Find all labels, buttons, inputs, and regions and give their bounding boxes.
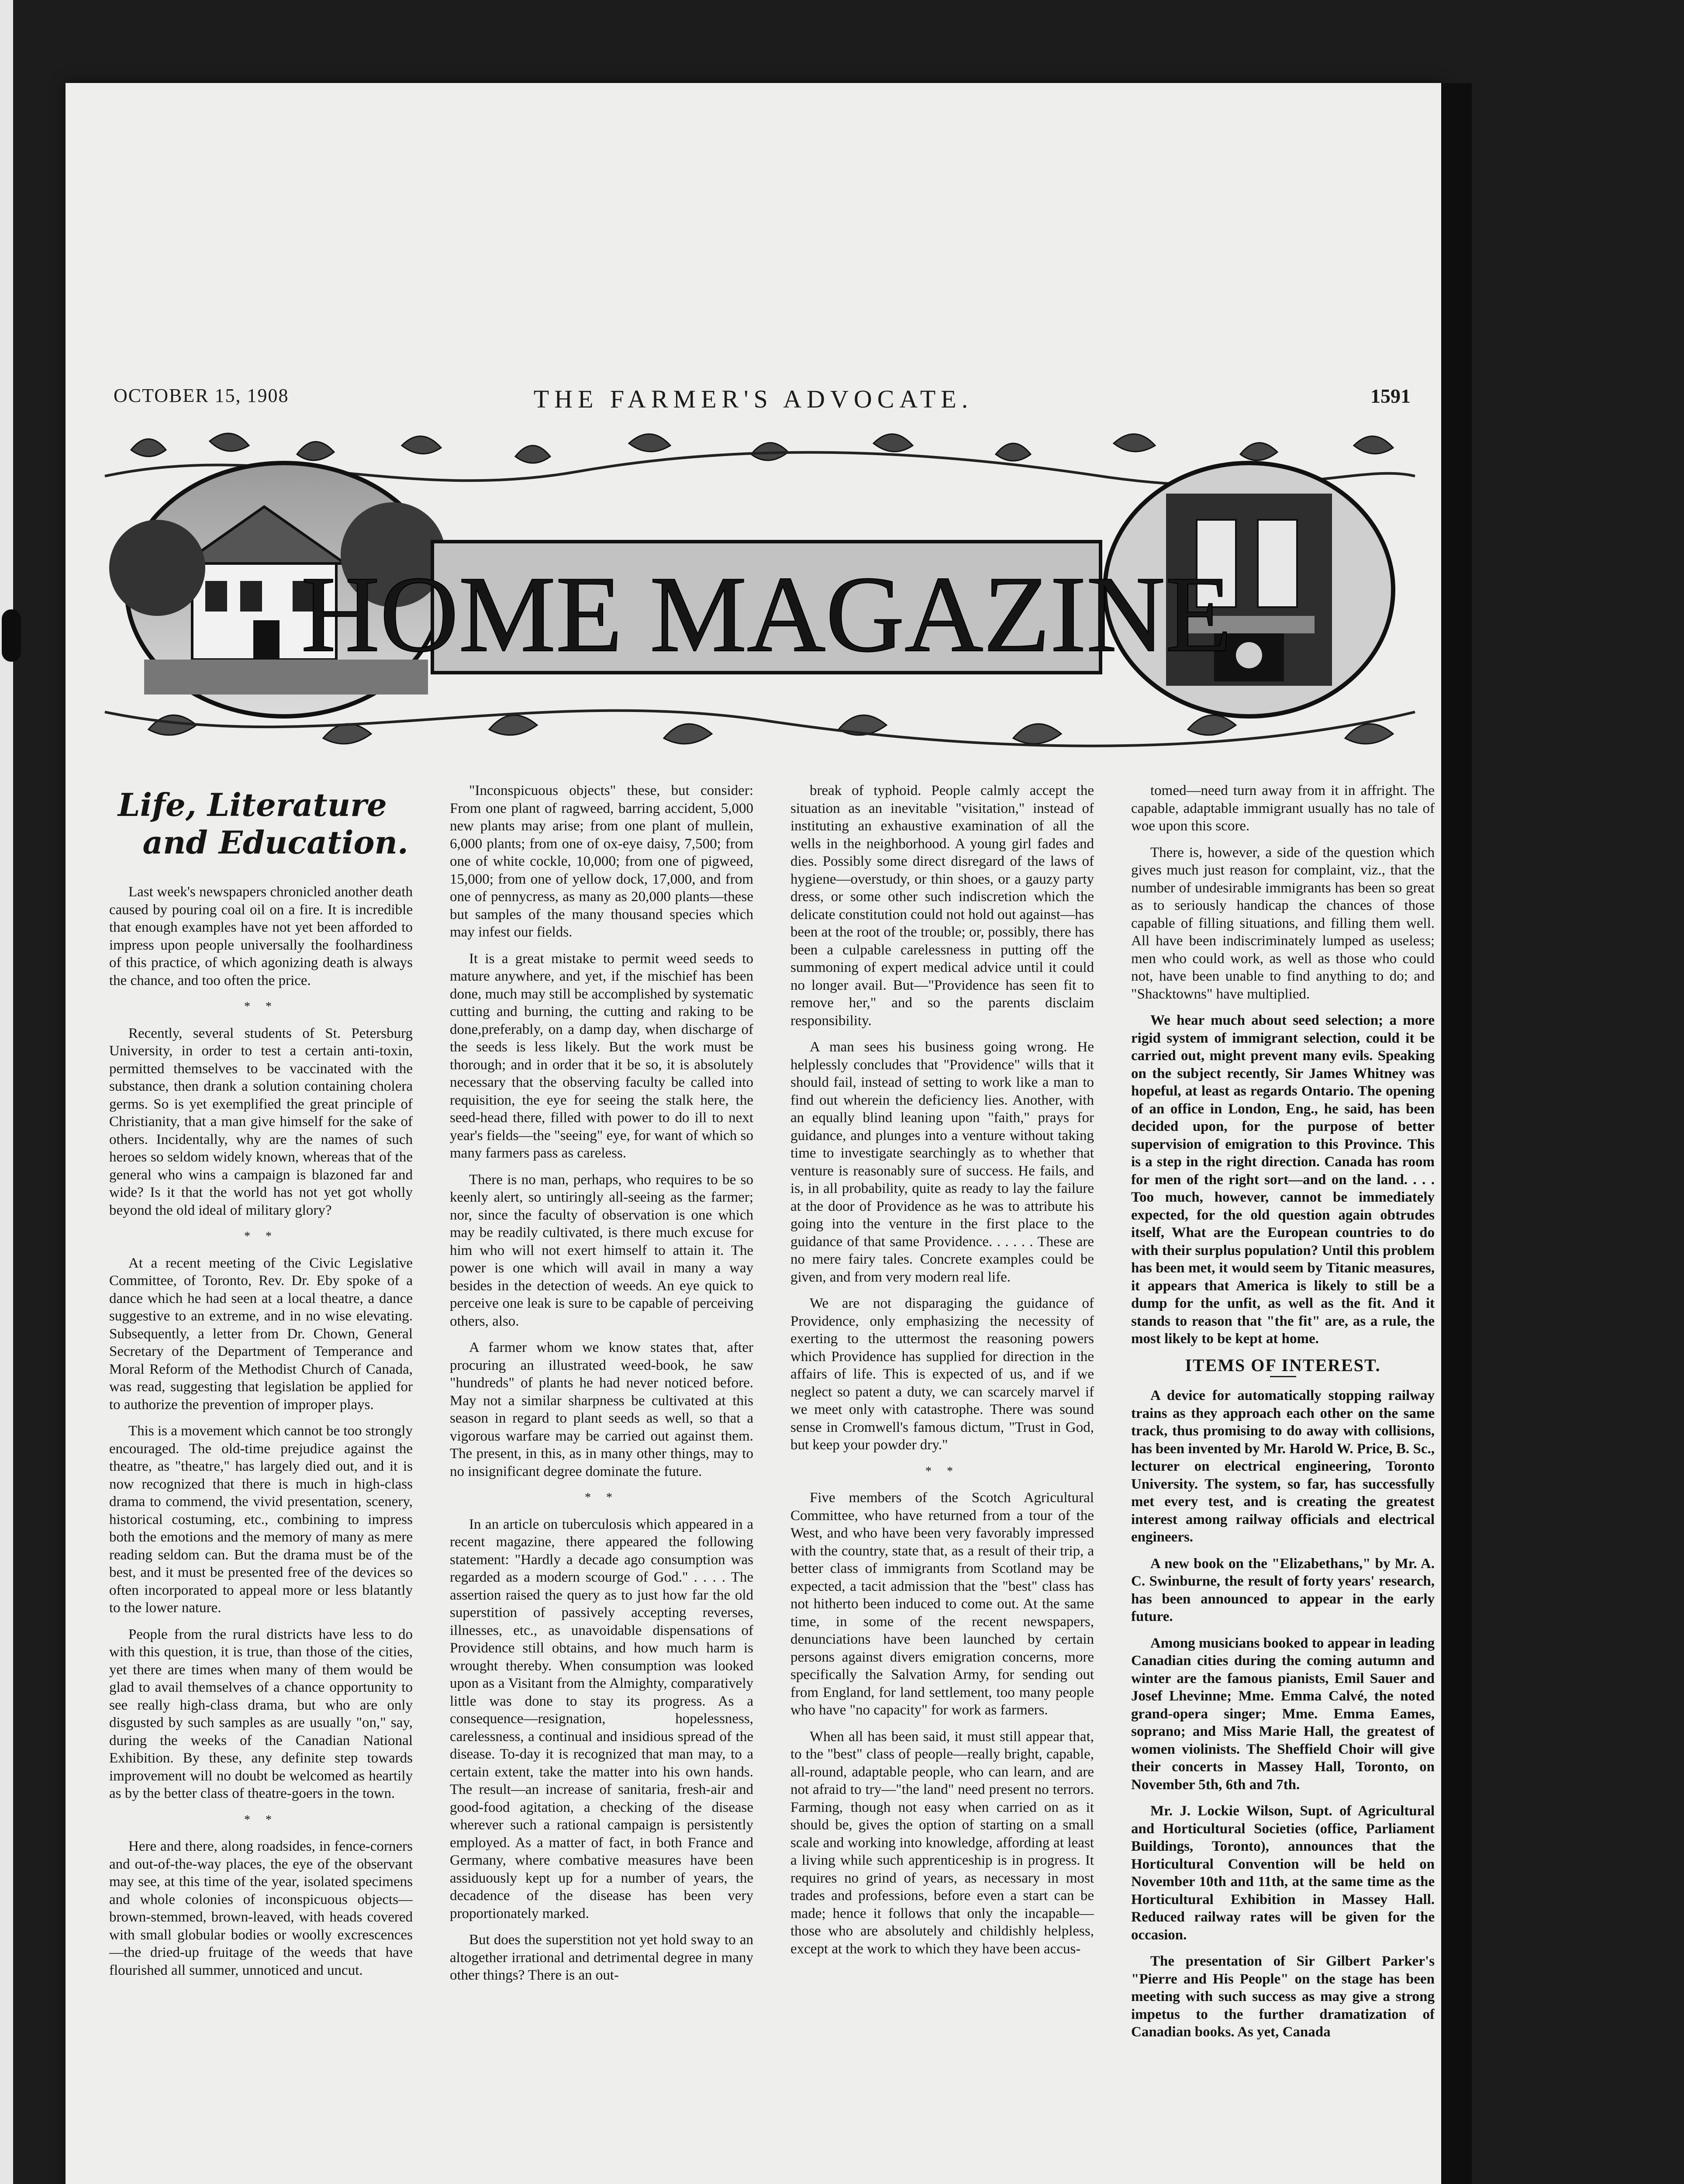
column-3 [790, 782, 1094, 2184]
paragraph: break of typhoid. People calmly accept the situation as an inevitable "visitation," instead of instituting an exhaustive examination of all the wells in the neighborhood. A young girl fades and dies. Possibly some direct disregard of the laws of hygiene—overstudy, or thin shoes, or a gauzy party dress, or some other such indiscretion which the delicate constitution could not hold out against—has been at the root of the trouble; or, possibly, there has been a culpable carelessness in putting off the summoning of expert medical advice until it could no longer avail. But—"Providence has seen fit to remove her," and so the parents disclaim responsibility. [790, 783, 1094, 1029]
paragraph: "Inconspicuous objects" these, but consider: From one plant of ragweed, barring accident, 5,000 new plants may arise; from one plant of mullein, 6,000 plants; from one of ox-eye daisy, 7,500; from one of white cockle, 10,000; from one of pigweed, 15,000; from one of yellow dock, 17,000, and from one of pennycress, as many as 20,000 plants—these but samples of the many thousand species which may infest our fields. [450, 783, 753, 940]
newspaper-page [66, 83, 1441, 2184]
paper-title: THE FARMER'S ADVOCATE. [533, 385, 973, 413]
paragraph: Five members of the Scotch Agricultural Committee, who have returned from a tour of the West, and who have been very favorably impressed with the country, state that, as a result of their trip, a better class of immigrants from Scotland may be expected, a tacit admission that the "best" class has not hitherto been induced to come out. At the same time, in some of the recent newspapers, denunciations have been launched by certain persons against divers emigration concerns, more specifically the Salvation Army, for sending out from England, for land settlement, too many people who have "no capacity" for work as farmers. [790, 1490, 1094, 1718]
paragraph: It is a great mistake to permit weed seeds to mature anywhere, and yet, if the mischief has been done, much may still be accomplished by systematic cutting and burning, the cutting and raking to be done,preferably, on a damp day, when discharge of the seeds is less likely. But the work must be thorough; and in order that it be so, it is absolutely necessary that the observing faculty be called into requisition, the eye for seeing the stalk here, the seed-head there, filled with power to do ill to next year's fields—the "seeing" eye, for want of which so many farmers pass as careless. [450, 950, 753, 1161]
paragraph: A farmer whom we know states that, after procuring an illustrated weed-book, he saw "hundreds" of plants he had never noticed before. May not a similar sharpness be cultivated at this season in regard to plant seeds as well, so that a vigorous warfare may be carried out against them. The present, in this, as in many other things, may to no insignificant degree dominate the future. [450, 1340, 753, 1479]
issue-date: OCTOBER 15, 1908 [114, 385, 289, 406]
section-divider: * * [244, 1000, 278, 1013]
column-4 [1131, 782, 1435, 2184]
paragraph: We are not disparaging the guidance of Providence, only emphasizing the necessity of exerting to the uttermost the reasoning powers which Providence has supplied for direction in the affairs of life. This is expected of us, and if we neglect so patent a duty, we can scarcely marvel if we meet only with catastrophe. There was sound sense in Cromwell's famous dictum, "Trust in God, but keep your powder dry." [790, 1296, 1094, 1453]
items-heading: ITEMS OF INTEREST. [1185, 1355, 1381, 1375]
section-divider: * * [585, 1491, 618, 1504]
scan-margin [0, 0, 13, 2184]
paragraph: This is a movement which cannot be too strongly encouraged. The old-time prejudice against the theatre, as "theatre," has largely died out, and it is now recognized that there is much in high-class drama to commend, the vivid presentation, scenery, historical costuming, etc., combining to impress both the emotions and the memory of many as mere reading seldom can. But the drama must be of the best, and it must be presented free of the devices so often incorporated to appeal more or less blatantly to the lower nature. [109, 1423, 413, 1616]
leaf-border [148, 715, 1393, 744]
news-item: A new book on the "Elizabethans," by Mr. A. C. Swinburne, the result of forty years' research, has been announced to appear in the early future. [1131, 1555, 1435, 1624]
page-number: 1591 [1370, 385, 1411, 407]
home-magazine-title: HOME MAGAZINE [301, 554, 1232, 675]
section-divider: * * [244, 1813, 278, 1827]
paragraph: A man sees his business going wrong. He helplessly concludes that "Providence" wills that it should fail, instead of setting to work like a man to find out wherein the deficiency lies. Another, with an equally blind leaning upon "faith," prays for guidance, and plunges into a venture without taking time to investigate searchingly as to whether that venture is reasonably sure of success. He fails, and is, in all probability, quite as ready to lay the failure at the door of Providence as he was to attribute his going into the venture in the first place to the guidance of that same Providence. . . . . . These are no mere fairy tales. Concrete examples could be given, and from very modern real life. [790, 1039, 1094, 1285]
news-item: The presentation of Sir Gilbert Parker's "Pierre and His People" on the stage has been meeting with such success as may give a strong impetus to the further dramatization of Canadian books. As yet, Canada [1131, 1953, 1435, 2040]
home-magazine-banner [96, 424, 1424, 773]
paragraph: Recently, several students of St. Petersburg University, in order to test a certain anti-toxin, permitted themselves to be vaccinated with the substance, then drank a solution containing cholera germs. So is yet exemplified the great principle of Christianity, that a man give himself for the sake of others. Incidentally, why are the names of such heroes so seldom widely known, whereas that of the general who wins a campaign is blazoned far and wide? Is it that the world has not yet got wholly beyond the old ideal of military glory? [109, 1025, 413, 1218]
paragraph: Here and there, along roadsides, in fence-corners and out-of-the-way places, the eye of the observant may see, at this time of the year, isolated specimens and whole colonies of inconspicuous objects—brown-stemmed, brown-leaved, with heads covered with small globular bodies or woolly excrescences—the dried-up fruitage of the weeds that have flourished all summer, unnoticed and uncut. [109, 1838, 413, 1978]
paragraph: Last week's newspapers chronicled another death caused by pouring coal oil on a fire. It is incredible that enough examples have not yet been afforded to impress upon people universally the foolhardiness of this practice, of which agonizing death is always the chance, and too often the price. [109, 884, 413, 988]
paragraph: We hear much about seed selection; a more rigid system of immigrant selection, could it be carried out, might prevent many evils. Speaking on the subject recently, Sir James Whitney was hopeful, at least as regards Ontario. The opening of an office in London, Eng., he said, has been decided upon, for the purpose of better supervision of emigration to this Province. This is a step in the right direction. Canada has room for men of the right sort—and on the land. . . . Too much, however, cannot be immediately expected, for the old question again obtrudes itself, What are the European countries to do with their surplus population? Until this problem has been met, it would seem by Titanic measures, it appears that America is likely to still be a dump for the unfit, as well as the fit. And it stands to reason that "the fit" are, as a rule, the most likely to be kept at home. [1131, 1013, 1435, 1347]
heading-rule [1270, 1376, 1296, 1377]
column-2 [450, 782, 753, 2184]
column-1 [109, 786, 413, 2184]
paragraph: At a recent meeting of the Civic Legislative Committee, of Toronto, Rev. Dr. Eby spoke of a dance which he had seen at a local theatre, a dance suggestive to an extreme, and in no wise elevating. Subsequently, a letter from Dr. Chown, General Secretary of the Department of Temperance and Moral Reform of the Methodist Church of Canada, was read, suggesting that legislation be applied for to authorize the prevention of improper plays. [109, 1255, 413, 1413]
news-item: Among musicians booked to appear in leading Canadian cities during the coming autumn and winter are the famous pianists, Emil Sauer and Josef Lhevinne; Mme. Emma Calvé, the noted grand-opera singer; Mme. Emma Eames, soprano; and Miss Marie Hall, the greatest of women violinists. The Sheffield Choir will give their concerts in Massey Hall, Toronto, on November 5th, 6th and 7th. [1131, 1635, 1435, 1793]
binding-hole [2, 609, 21, 662]
paragraph: There is no man, perhaps, who requires to be so keenly alert, so untiringly all-seeing as the farmer; nor, since the faculty of observation is one which may be readily cultivated, is there much excuse for him who will not exert himself to attain it. The power is one which will avail in many a way besides in the detection of weeds. An eye quick to perceive one leak is sure to be capable of perceiving others, also. [450, 1171, 753, 1329]
section-heading [109, 786, 413, 861]
news-item: Mr. J. Lockie Wilson, Supt. of Agricultural and Horticultural Societies (office, Parliament Buildings, Toronto), announces that the Horticultural Convention will be held on November 10th and 11th, at the same time as the Horticultural Exhibition in Massey Hall. Reduced railway rates will be given for the occasion. [1131, 1803, 1435, 1943]
section-heading-line-1: Life, Literature [118, 786, 387, 823]
page-shadow [1441, 83, 1472, 2184]
leaf-border [131, 433, 1393, 463]
section-heading-line-2: and Education. [142, 824, 408, 861]
news-item: A device for automatically stopping railway trains as they approach each other on the same track, thus promising to do away with collisions, has been invented by Mr. Harold W. Price, B. Sc., lecturer on electrical engineering, Toronto University. The system, so far, has successfully met every test, and is creating the greatest interest among railway officials and electrical engineers. [1131, 1388, 1435, 1545]
paragraph: In an article on tuberculosis which appeared in a recent magazine, there appeared the following statement: "Hardly a decade ago consumption was regarded as a modern scourge of God." . . . . The assertion raised the query as to just how far the old superstition of passively accepting reverses, illnesses, etc., as unavoidable dispensations of Providence still obtains, and how much harm is wrought thereby. When consumption was looked upon as a Visitant from the Almighty, comparatively little was done to stay its progress. As a consequence—resignation, hopelessness, carelessness, a continual and insidious spread of the disease. To-day it is recognized that man may, to a certain extent, take the matter into his own hands. The result—an increase of sanitaria, fresh-air and good-food agitation, a checking of the disease wherever such a rational campaign is persistently employed. As a matter of fact, in both France and Germany, where combative measures have been assiduously kept up for a number of years, the decadence of the disease has been very proportionately marked. [450, 1516, 753, 1921]
paragraph: There is, however, a side of the question which gives much just reason for complaint, viz., that the number of undesirable immigrants has been so great as to seriously handicap the chances of those capable of filling situations, and filling them well. All have been indiscriminately lumped as useless; men who could work, as well as those who could not, have been unable to find anything to do; and "Shacktowns" have multiplied. [1131, 844, 1435, 1002]
banner-illustration [96, 424, 1424, 773]
paragraph: When all has been said, it must still appear that, to the "best" class of people—really bright, capable, all-round, adaptable people, who can learn, and are not afraid to try—"the land" need present no terrors. Farming, though not easy when carried on as it should be, gives the option of starting on a small scale and working into knowledge, affording at least a living while such apprenticeship is in progress. It requires no grind of years, as necessary in most trades and professions, before even a start can be made; hence it follows that only the incapable—those who are absolutely and childishly helpless, except at the work to which they have been accus- [790, 1728, 1094, 1957]
section-divider: * * [925, 1464, 959, 1478]
section-divider: * * [244, 1230, 278, 1243]
paragraph: But does the superstition not yet hold sway to an altogether irrational and detrimental degree in many other things? There is an out- [450, 1932, 753, 1983]
paragraph: People from the rural districts have less to do with this question, it is true, than those of the cities, yet there are times when many of them would be glad to avail themselves of a chance opportunity to see really high-class drama, but who are only disgusted by such samples as are usually "on," say, during the weeks of the Canadian National Exhibition. By these, any definite step towards improvement will no doubt be welcomed as heartily as by the better class of theatre-goers in the town. [109, 1626, 413, 1801]
paragraph: tomed—need turn away from it in affright. The capable, adaptable immigrant usually has no tale of woe upon this score. [1131, 783, 1435, 834]
